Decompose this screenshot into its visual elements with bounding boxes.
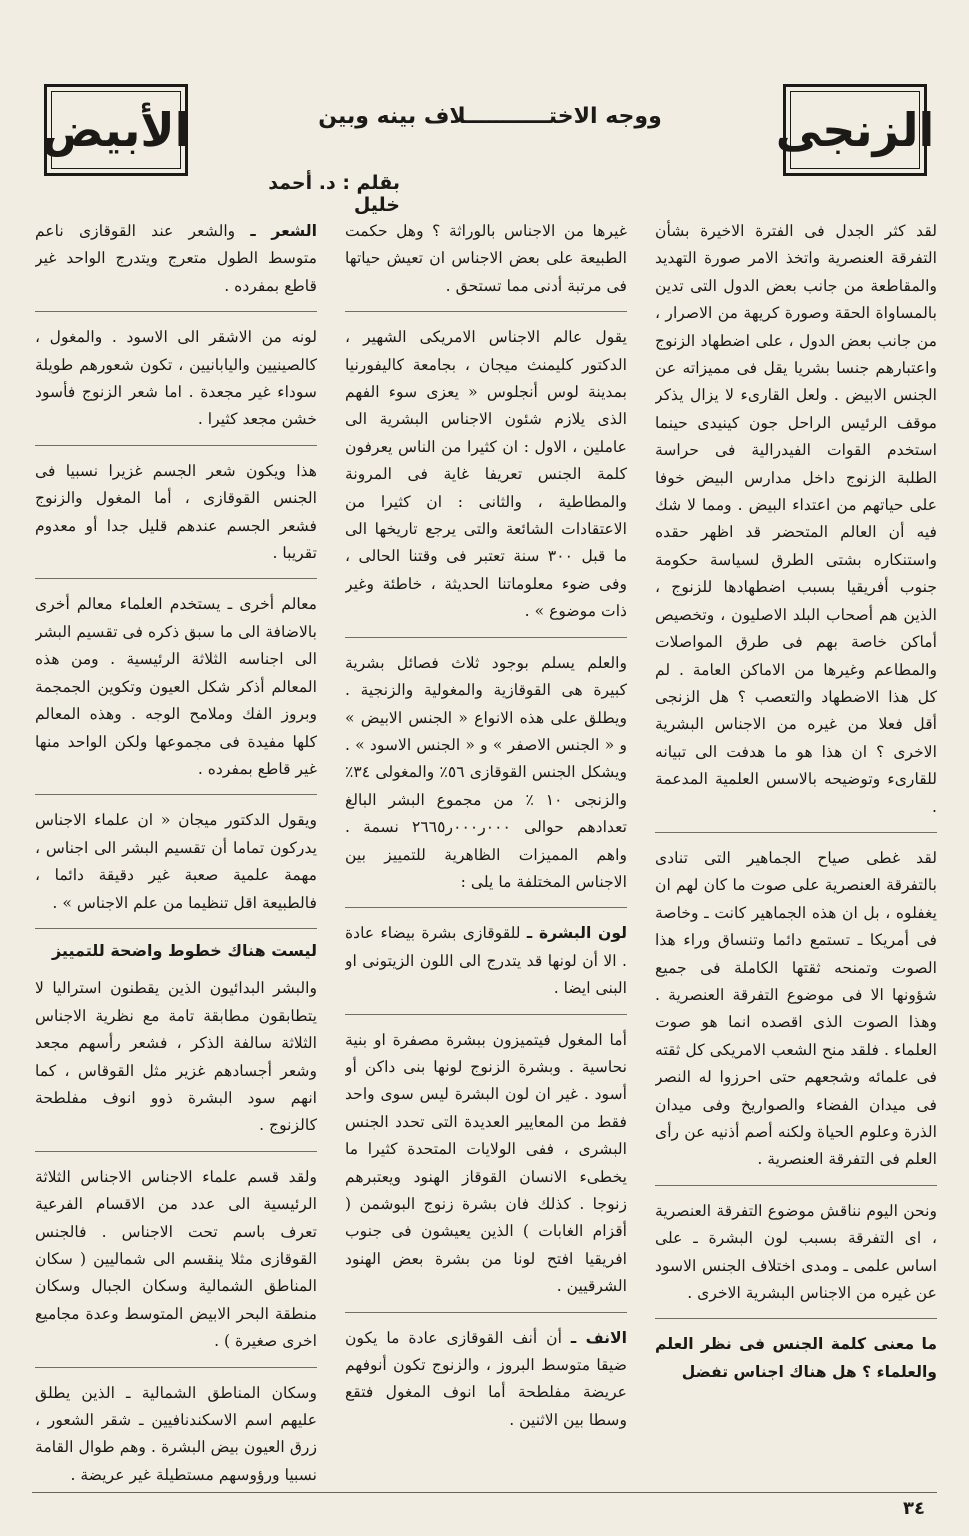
- paragraph: [35, 218, 317, 300]
- paragraph: وسكان المناطق الشمالية ـ الذين يطلق عليهم اسم الاسكندنافيين ـ شقر الشعور ، زرق العيون بيض البشرة . وهم طوال القامة نسبيا ورؤوسهم مستطيلة غير عريضة .: [35, 1383, 317, 1484]
- paragraph-text: والشعر عند القوقازى ناعم متوسط الطول متعرج ويتدرج الواحد غير قاطع بمفرده .: [35, 222, 317, 295]
- divider: [655, 1185, 937, 1186]
- title-white: الأبيض: [41, 103, 191, 157]
- paragraph: ولقد قسم علماء الاجناس الاجناس الثلاثة الرئيسية الى عدد من الاقسام الفرعية تعرف باسم تحت الاجناس . فالجنس القوقازى مثلا ينقسم الى شماليين ( سكان المناطق الشمالية وسكان الجبال وسكان منطقة البحر الابيض المتوسط وعدة مجاميع اخرى صغيرة ) .: [35, 1167, 317, 1351]
- title-box-white: [41, 84, 191, 176]
- title-box-negro: [775, 84, 935, 176]
- run-in-heading: لون البشرة ـ: [526, 924, 627, 943]
- divider: [35, 794, 317, 795]
- paragraph: والبشر البدائيون الذين يقطنون استراليا لا يتطابقون مطابقة تامة مع نظرية الاجناس الثلاثة سالفة الذكر ، فشعر رأسهم مجعد وشعر أجسادهم غزير مثل القوقاس ، كما انهم سود البشرة ذوو انوف مفلطحة كالزنوج .: [35, 979, 317, 1135]
- paragraph: غيرها من الاجناس بالوراثة ؟ وهل حكمت الطبيعة على بعض الاجناس ان تعيش حياتها فى مرتبة أدنى مما تستحق .: [345, 222, 627, 295]
- column-middle: [345, 218, 627, 1488]
- divider: [35, 928, 317, 929]
- divider: [35, 578, 317, 579]
- divider: [35, 1151, 317, 1152]
- section-subheading: ليست هناك خطوط واضحة للتمييز: [51, 940, 317, 960]
- divider: [345, 637, 627, 638]
- paragraph: ما معنى كلمة الجنس فى نظر العلم والعلماء ؟ هل هناك اجناس تفضل: [655, 1335, 937, 1381]
- run-in-heading: الانف ـ: [570, 1328, 627, 1347]
- paragraph: [345, 920, 627, 1002]
- paragraph: هذا ويكون شعر الجسم غزيرا نسبيا فى الجنس القوقازى ، أما المغول والزنوج فشعر الجسم عندهم قليل جدا أو معدوم تقريبا .: [35, 461, 317, 563]
- divider: [35, 445, 317, 446]
- divider: [35, 311, 317, 312]
- page-number: ٣٤: [903, 1498, 925, 1519]
- byline: بقلم : د. أحمد خليل: [268, 172, 400, 216]
- paragraph-text: أن أنف القوقازى عادة ما يكون ضيقا متوسط البروز ، والزنوج تكون أنوفهم عريضة مفلطحة أما انوف المغول فتقع وسطا بين الاثنين .: [345, 1328, 627, 1429]
- paragraph: معالم أخرى ـ يستخدم العلماء معالم أخرى بالاضافة الى ما سبق ذكره فى تقسيم البشر الى اجناسه الثلاثة الرئيسية . ومن هذه المعالم أذكر شكل العيون وتكوين الجمجمة وبروز الفك وملامح الوجه . وهذه المعالم كلها مفيدة فى مجموعها ولكن الواحد منها غير قاطع بمفرده .: [35, 595, 317, 778]
- paragraph: لقد كثر الجدل فى الفترة الاخيرة بشأن التفرقة العنصرية واتخذ الامر صورة التهديد والمقاطعة من جانب بعض الدول التى تدين بالمساواة الحقة وصورة كريهة من الاصرار ، من جانب بعض الدول ، على اضطهاد الزنوج واعتبارهم جنسا بشريا يقل فى مميزاته عن الجنس الابيض . ولعل القارىء لا يزال يذكر موقف الرئيس الراحل جون كينيدى حينما استخدم القوات الفيدرالية فى حراسة الطلبة الزنوج داخل مدارس البيض خوفا على حياتهم من اعتداء البيض . ومما لا شك فيه أن العالم المتحضر قد اظهر حقده واستنكاره بشتى الطرق لسياسة حكومة جنوب أفريقيا بسبب اضطهادها للزنوج ، الذين هم أصحاب البلد الاصليون ، وتخصيص أماكن خاصة بهم فى طرق المواصلات والمطاعم وغيرها من الاماكن العامة . لم كل هذا الاضطهاد والتعصب ؟ هل الزنجى أقل فعلا من غيره من الاجناس البشرية الاخرى ؟ ان هذا هو ما هدفت الى تبيانه للقارىء وتوضيحه بالاسس العلمية المدعمة .: [655, 222, 937, 816]
- divider: [345, 1312, 627, 1313]
- paragraph: ويقول الدكتور ميجان « ان علماء الاجناس يدركون تماما أن تقسيم البشر الى اجناس ، مهمة علمية صعبة غير دقيقة دائما ، فالطبيعة اقل تنظيما من علم الاجناس » .: [35, 811, 317, 912]
- paragraph: [345, 1325, 627, 1435]
- footer-rule: [32, 1492, 937, 1493]
- column-left: [35, 218, 317, 1488]
- title-negro: الزنجى: [775, 103, 935, 157]
- paragraph: أما المغول فيتميزون ببشرة مصفرة او بنية نحاسية . وبشرة الزنوج لونها بنى داكن أو أسود . غير ان لون البشرة ليس سوى واحد فقط من المعايير العديدة التى تحدد الجنس البشرى ، ففى الولايات المتحدة كثيرا ما يخطىء الانسان القوقاز الهنود ويعتبرهم زنوجا . كذلك فان بشرة زنوج البوشمن ( أقزام الغابات ) الذين يعيشون فى جنوب افريقيا افتح لونا من بشرة بعض الهنود الشرقيين .: [345, 1030, 627, 1296]
- paragraph: ونحن اليوم نناقش موضوع التفرقة العنصرية ، اى التفرقة بسبب لون البشرة ـ على اساس علمى ـ ومدى اختلاف الجنس الاسود عن غيره من الاجناس البشرية الاخرى .: [655, 1201, 937, 1303]
- paragraph: لونه من الاشقر الى الاسود . والمغول ، كالصينيين واليابانيين ، تكون شعورهم طويلة سوداء غير مجعدة . اما شعر الزنوج فأسود خشن مجعد كثيرا .: [35, 328, 317, 429]
- divider: [655, 1318, 937, 1319]
- column-right: [655, 218, 937, 1488]
- divider: [345, 907, 627, 908]
- run-in-heading: الشعر ـ: [250, 222, 317, 240]
- paragraph: يقول عالم الاجناس الامريكى الشهير ، الدكتور كليمنث ميجان ، بجامعة كاليفورنيا بمدينة لوس أنجلوس « يعزى سوء الفهم الذى يلازم شئون الاجناس البشرية الى عاملين ، الاول : ان كثيرا من الناس يعرفون كلمة الجنس تعريفا غاية فى المرونة والمطاطية ، والثانى : ان كثيرا من الاعتقادات الشائعة والتى يرجع تاريخها الى ما قبل ٣٠٠ سنة تعتبر فى وقتنا الحالى ، وفى ضوء معلوماتنا الحديثة ، خاطئة وغير ذات موضوع » .: [345, 328, 627, 621]
- paragraph: والعلم يسلم بوجود ثلاث فصائل بشرية كبيرة هى القوقازية والمغولية والزنجية . ويطلق على هذه الانواع « الجنس الابيض » و « الجنس الاصفر » و « الجنس الاسود » . ويشكل الجنس القوقازى ٥٦٪ والمغولى ٣٤٪ والزنجى ١٠ ٪ من مجموع البشر البالغ تعدادهم حوالى ٠٠٠ر٠٠٠ر٢٦٦٥ نسمة . واهم المميزات الظاهرية للتمييز بين الاجناس المختلفة ما يلى :: [345, 653, 627, 891]
- divider: [345, 1014, 627, 1015]
- paragraph-text: للقوقازى بشرة بيضاء عادة . الا أن لونها قد يتدرج الى اللون الزيتونى او البنى ايضا .: [345, 924, 627, 998]
- headline: ووجه الاختـــــــــــلاف بينه وبين: [318, 104, 662, 129]
- paragraph: لقد غطى صياح الجماهير التى تنادى بالتفرقة العنصرية على صوت ما كان لهم ان يغفلوه ، بل ان هذه الجماهير كانت ـ وخاصة فى أمريكا ـ تستمع دائما وتنساق وراء هذا الصوت وتمنحه ثقتها الكاملة فى جميع شؤونها الا فى موضوع التفرقة العنصرية . وهذا الصوت الذى اقصده انما هو صوت العلماء . فلقد منح الشعب الامريكى كل ثقته فى علمائه وشجعهم حتى احرزوا له النصر فى ميدان الفضاء والصواريخ وفى ميدان الذرة وعلوم الحياة ولكنه أصم أذنيه عن رأى العلم فى التفرقة العنصرية .: [655, 848, 937, 1169]
- divider: [35, 1367, 317, 1368]
- divider: [345, 311, 627, 312]
- divider: [655, 832, 937, 833]
